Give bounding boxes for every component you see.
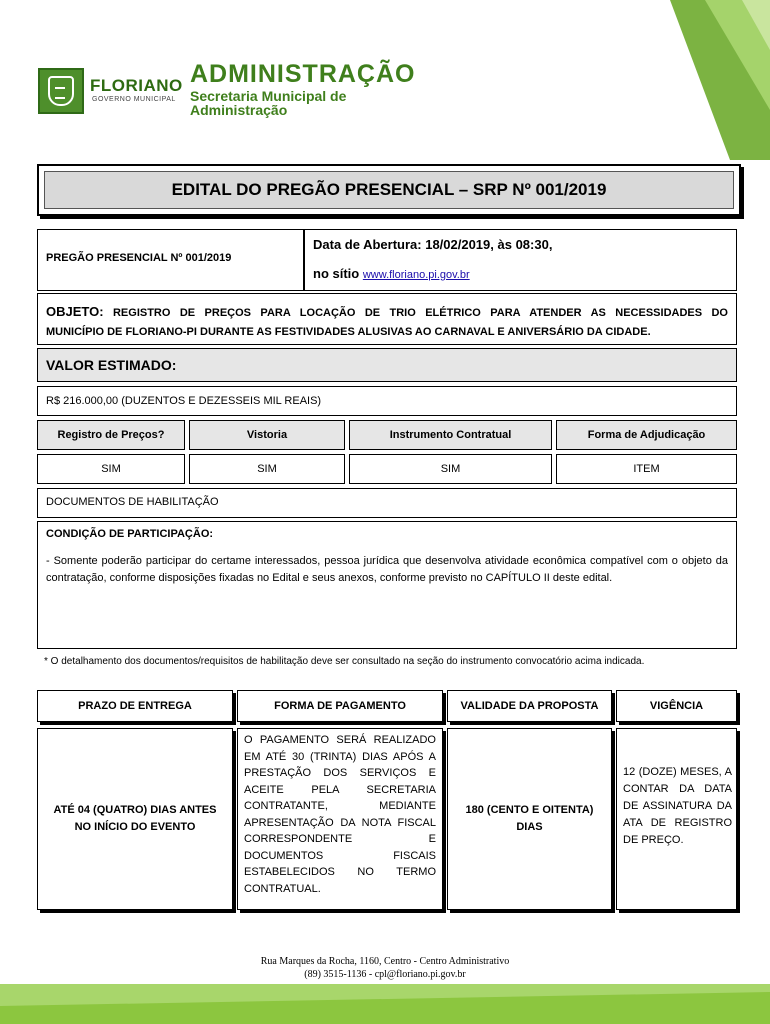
valor-text: R$ 216.000,00 (DUZENTOS E DEZESSEIS MIL REAIS) bbox=[46, 395, 322, 407]
document-title-box bbox=[37, 164, 741, 216]
documentos-cell bbox=[37, 488, 737, 518]
vigencia-value: 12 (DOZE) MESES, A CONTAR DA DATA DE ASSINATURA DA ATA DE REGISTRO DE PREÇO. bbox=[623, 766, 732, 846]
footnote: * O detalhamento dos documentos/requisitos de habilitação deve ser consultado na seção do instrumento convocatório acima indicada. bbox=[44, 656, 645, 667]
objeto-cell bbox=[37, 293, 737, 345]
admin-subtitle-line2: Administração bbox=[190, 102, 288, 118]
abertura-cell bbox=[304, 229, 737, 291]
header-adjudicacao: Forma de Adjudicação bbox=[556, 420, 737, 450]
header-vigencia: VIGÊNCIA bbox=[616, 690, 737, 722]
objeto-text-line2: MUNICÍPIO DE FLORIANO-PI DURANTE AS FESTIVIDADES ALUSIVAS AO CARNAVAL E ANIVERSÁRIO DA CIDADE. bbox=[46, 326, 651, 338]
header-vistoria: Vistoria bbox=[189, 420, 345, 450]
pagamento-value: O PAGAMENTO SERÁ REALIZADO EM ATÉ 30 (TRINTA) DIAS APÓS A PRESTAÇÃO DOS SERVIÇOS E ACEITE PELA SECRETARIA CONTRATANTE, MEDIANTE APRESENTAÇÃO DA NOTA FISCAL CORRESPONDENTE E DOCUMENTOS FISCAIS ESTABELECIDOS NO TERMO CONTRATUAL. bbox=[244, 734, 436, 895]
header-validade: VALIDADE DA PROPOSTA bbox=[447, 690, 612, 722]
pregao-label: PREGÃO PRESENCIAL Nº 001/2019 bbox=[46, 252, 232, 264]
sitio-label: no sítio bbox=[313, 266, 360, 281]
header-pagamento: FORMA DE PAGAMENTO bbox=[237, 690, 443, 722]
sitio-link[interactable]: www.floriano.pi.gov.br bbox=[362, 269, 470, 281]
vigencia-cell bbox=[616, 728, 737, 910]
valor-label: VALOR ESTIMADO: bbox=[46, 357, 177, 373]
value-instrumento: SIM bbox=[349, 454, 552, 484]
header-prazo: PRAZO DE ENTREGA bbox=[37, 690, 233, 722]
header-registro: Registro de Preços? bbox=[37, 420, 185, 450]
documentos-label: DOCUMENTOS DE HABILITAÇÃO bbox=[46, 496, 219, 508]
condicao-text: - Somente poderão participar do certame interessados, pessoa jurídica que desenvolva atividade econômica compatível com o objeto da contratação, conforme disposições fixadas no Edital e seus anexos, conforme previsto no CAPÍTULO II deste edital. bbox=[46, 555, 728, 584]
validade-value: 180 (CENTO E OITENTA) DIAS bbox=[447, 728, 612, 910]
condicao-cell bbox=[37, 521, 737, 649]
value-vistoria: SIM bbox=[189, 454, 345, 484]
objeto-label: OBJETO: bbox=[46, 304, 104, 319]
value-registro: SIM bbox=[37, 454, 185, 484]
condicao-label: CONDIÇÃO DE PARTICIPAÇÃO: bbox=[46, 528, 214, 540]
city-subtitle: GOVERNO MUNICIPAL bbox=[92, 96, 176, 103]
valor-label-cell bbox=[37, 348, 737, 382]
objeto-text-line1: REGISTRO DE PREÇOS PARA LOCAÇÃO DE TRIO ELÉTRICO PARA ATENDER AS NECESSIDADES DO bbox=[112, 307, 728, 319]
footer-address: Rua Marques da Rocha, 1160, Centro - Centro Administrativo bbox=[260, 956, 510, 967]
city-seal-icon bbox=[38, 68, 84, 114]
footer-bar bbox=[0, 984, 770, 1024]
admin-subtitle-line1: Secretaria Municipal de bbox=[190, 88, 347, 104]
footer-contact: (89) 3515-1136 - cpl@floriano.pi.gov.br bbox=[304, 969, 466, 980]
document-title: EDITAL DO PREGÃO PRESENCIAL – SRP Nº 001/2019 bbox=[171, 180, 607, 199]
value-adjudicacao: ITEM bbox=[556, 454, 737, 484]
pagamento-cell bbox=[237, 728, 443, 910]
prazo-value: ATÉ 04 (QUATRO) DIAS ANTES NO INÍCIO DO EVENTO bbox=[37, 728, 233, 910]
city-name: FLORIANO bbox=[90, 76, 183, 95]
header-instrumento: Instrumento Contratual bbox=[349, 420, 552, 450]
header-decoration bbox=[520, 0, 770, 160]
abertura-text: Data de Abertura: 18/02/2019, às 08:30, bbox=[313, 237, 553, 252]
admin-title: ADMINISTRAÇÃO bbox=[190, 60, 416, 88]
valor-cell bbox=[37, 386, 737, 416]
pregao-cell bbox=[37, 229, 304, 291]
